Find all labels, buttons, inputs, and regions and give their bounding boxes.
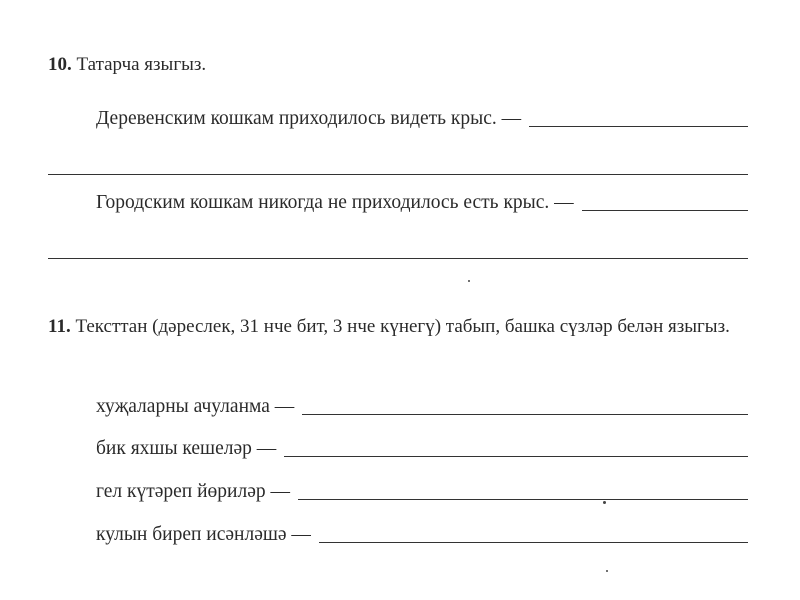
sentence-1-answer-line[interactable] bbox=[529, 126, 748, 127]
print-speck bbox=[606, 570, 608, 572]
phrase-4-text: кулын биреп исәнләшә — bbox=[96, 524, 311, 545]
sentence-2-answer-line[interactable] bbox=[582, 210, 748, 211]
exercise-11-instruction: Тексттан (дәреслек, 31 нче бит, 3 нче күнегү) табып, башка сүзләр белән языгыз. bbox=[75, 316, 730, 337]
phrase-1-text: хуҗаларны ачуланма — bbox=[96, 396, 295, 417]
phrase-2-text: бик яхшы кешеләр — bbox=[96, 438, 277, 459]
sentence-2-text: Городским кошкам никогда не приходилось есть крыс. — bbox=[96, 192, 574, 213]
exercise-10-header bbox=[48, 52, 206, 78]
exercise-11-phrase-3 bbox=[96, 481, 748, 503]
exercise-11-phrase-1 bbox=[96, 396, 748, 418]
print-speck bbox=[468, 280, 470, 282]
exercise-10-answer-line-1[interactable] bbox=[48, 174, 748, 175]
exercise-10-sentence-1 bbox=[96, 108, 748, 130]
phrase-1-answer-line[interactable] bbox=[302, 414, 748, 415]
sentence-1-text: Деревенским кошкам приходилось видеть крыс. — bbox=[96, 108, 522, 129]
exercise-10-answer-line-2[interactable] bbox=[48, 258, 748, 259]
phrase-2-answer-line[interactable] bbox=[284, 456, 748, 457]
exercise-10-number: 10. bbox=[48, 54, 72, 75]
phrase-4-answer-line[interactable] bbox=[319, 542, 748, 543]
exercise-10-sentence-2 bbox=[96, 192, 748, 214]
phrase-3-text: гел күтәреп йөриләр — bbox=[96, 481, 291, 502]
exercise-10-instruction: Татарча языгыз. bbox=[76, 54, 207, 75]
exercise-11-phrase-2 bbox=[96, 438, 748, 460]
exercise-11-phrase-4 bbox=[96, 524, 748, 546]
exercise-11-header bbox=[48, 314, 753, 340]
phrase-3-answer-line[interactable] bbox=[298, 499, 748, 500]
print-speck bbox=[603, 501, 606, 504]
exercise-11-number: 11. bbox=[48, 316, 71, 337]
